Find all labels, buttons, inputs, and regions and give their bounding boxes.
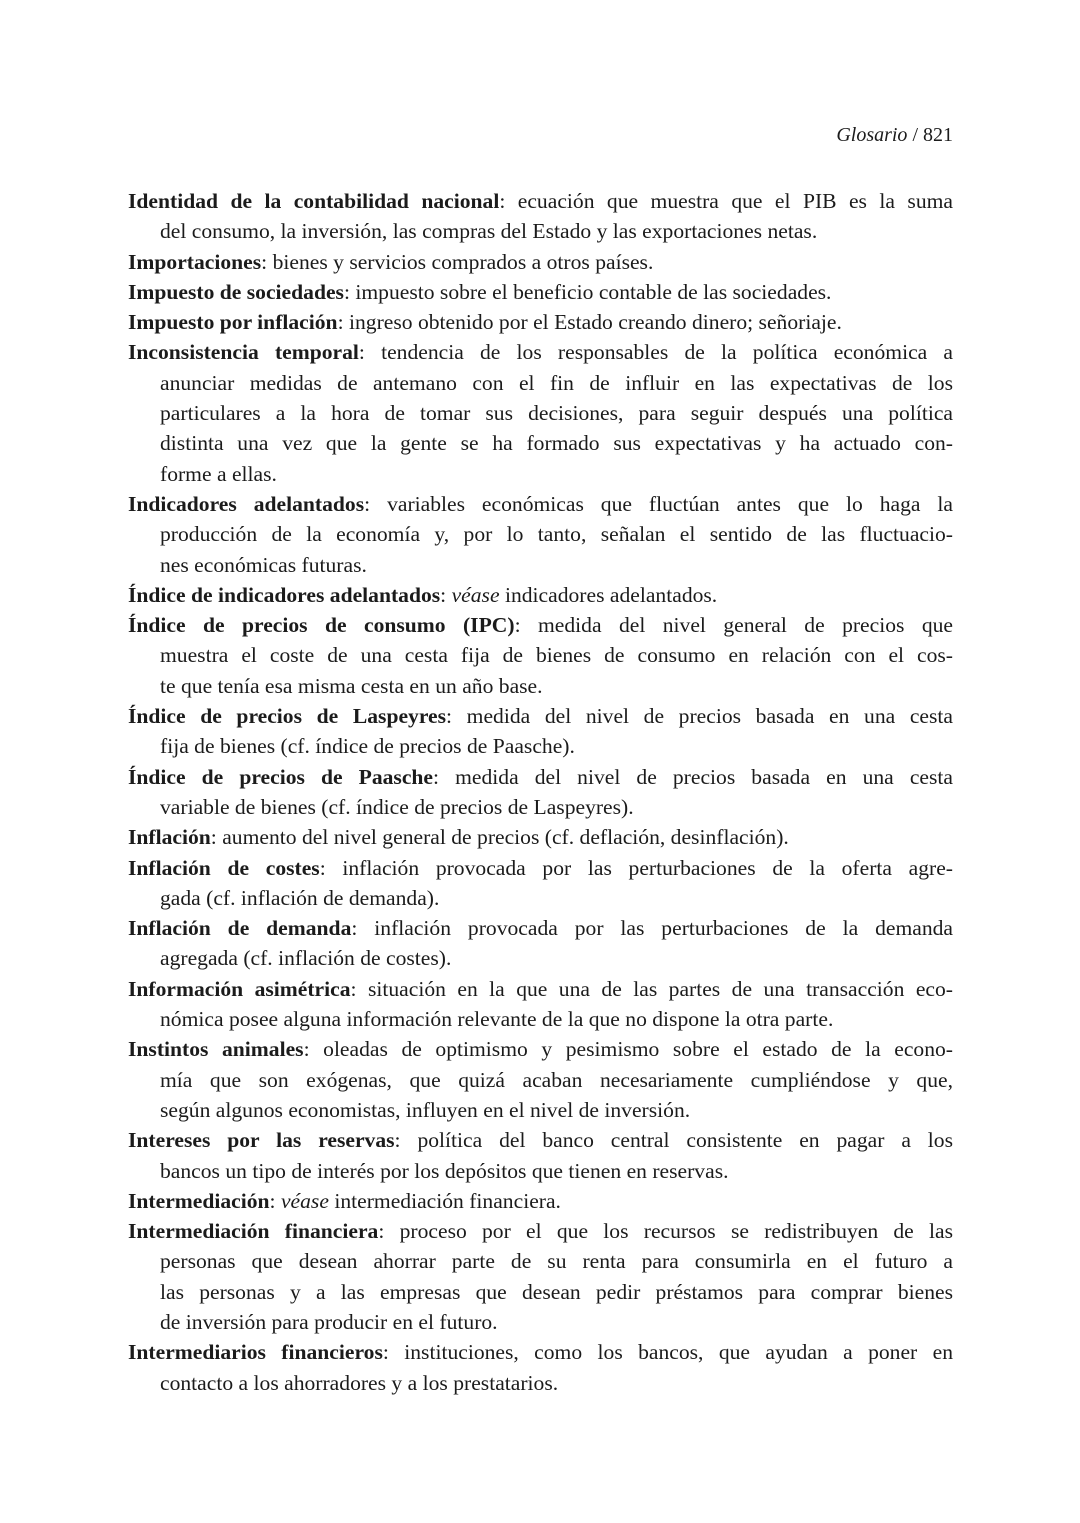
entry-first-line: Intermediarios financieros: instituciones, como los bancos, que ayudan a poner en <box>128 1340 953 1365</box>
glossary-term: Inflación de costes <box>128 855 320 880</box>
definition-text: variables económicas que fluctúan antes que lo haga la <box>387 491 953 516</box>
entry-continuation-line <box>128 1277 953 1307</box>
entry-first-line: Índice de indicadores adelantados: véase indicadores adelantados. <box>128 582 718 607</box>
glossary-entry <box>128 974 953 1035</box>
glossary-entry <box>128 1186 953 1216</box>
glossary-entry <box>128 913 953 974</box>
entry-continuation-line <box>128 216 953 246</box>
entry-first-line: Importaciones: bienes y servicios comprados a otros países. <box>128 249 654 274</box>
definition-text: particulares a la hora de tomar sus decisiones, para seguir después una política <box>160 401 953 426</box>
definition-text: ingreso obtenido por el Estado creando dinero; señoriaje. <box>348 310 842 335</box>
definition-text: aumento del nivel general de precios (cf. deflación, desinflación). <box>222 825 789 850</box>
definition-text: intermediación financiera. <box>334 1188 561 1213</box>
glossary-term: Inconsistencia temporal <box>128 340 359 365</box>
definition-text: forme a ellas. <box>160 461 277 486</box>
glossary-entry <box>128 489 953 580</box>
definition-text: oleadas de optimismo y pesimismo sobre el estado de la econo- <box>323 1037 953 1062</box>
definition-text: bancos un tipo de interés por los depósitos que tienen en reservas. <box>160 1158 729 1183</box>
definition-text: medida del nivel general de precios que <box>537 613 954 638</box>
glossary-term: Instintos animales <box>128 1037 304 1062</box>
entry-first-line: Inflación de demanda: inflación provocada por las perturbaciones de la demanda <box>128 916 954 941</box>
glossary-entry <box>128 247 953 277</box>
entry-continuation-line <box>128 1307 953 1337</box>
definition-text: mía que son exógenas, que quizá acaban necesariamente cumpliéndose y que, <box>160 1067 953 1092</box>
definition-text: nómica posee alguna información relevante de la que no dispone la otra parte. <box>160 1007 834 1032</box>
entry-first-line: Impuesto por inflación: ingreso obtenido por el Estado creando dinero; señoriaje. <box>128 310 842 335</box>
entry-first-line: Intereses por las reservas: política del banco central consistente en pagar a los <box>128 1128 953 1153</box>
definition-text: tendencia de los responsables de la política económica a <box>381 340 954 365</box>
glossary-entry <box>128 853 953 914</box>
see-reference: véase <box>280 1188 329 1213</box>
glossary-entry <box>128 701 953 762</box>
definition-text: anunciar medidas de antemano con el fin de influir en las expectativas de los <box>160 370 953 395</box>
definition-text: producción de la economía y, por lo tanto, señalan el sentido de las fluctuacio- <box>160 522 953 547</box>
glossary-entry <box>128 1337 953 1398</box>
entry-continuation-line <box>128 519 953 549</box>
entry-continuation-line <box>128 671 953 701</box>
definition-text: política del banco central consistente en pagar a los <box>417 1128 953 1153</box>
definition-text: contacto a los ahorradores y a los prestatarios. <box>160 1370 559 1395</box>
definition-text: las personas y a las empresas que desean pedir préstamos para comprar bienes <box>160 1279 953 1304</box>
glossary-term: Identidad de la contabilidad nacional <box>128 189 500 213</box>
section-title: Glosario <box>836 124 908 146</box>
glossary-entry <box>128 337 953 488</box>
entry-first-line: Índice de precios de Laspeyres: medida del nivel de precios basada en una cesta <box>128 704 953 729</box>
entry-first-line: Impuesto de sociedades: impuesto sobre el beneficio contable de las sociedades. <box>128 279 832 304</box>
entry-first-line: Identidad de la contabilidad nacional: ecuación que muestra que el PIB es la suma <box>128 189 953 213</box>
definition-text: personas que desean ahorrar parte de su renta para consumirla en el futuro a <box>160 1249 953 1274</box>
glossary-term: Impuesto de sociedades <box>128 279 344 304</box>
entry-first-line: Índice de precios de Paasche: medida del nivel de precios basada en una cesta <box>128 764 953 789</box>
definition-text: según algunos economistas, influyen en el nivel de inversión. <box>160 1097 691 1122</box>
entry-first-line: Intermediación: véase intermediación financiera. <box>128 1188 561 1213</box>
definition-text: muestra el coste de una cesta fija de bienes de consumo en relación con el cos- <box>160 643 953 668</box>
definition-text: gada (cf. inflación de demanda). <box>160 885 440 910</box>
definition-text: fija de bienes (cf. índice de precios de Paasche). <box>160 734 575 759</box>
glossary-term: Índice de precios de consumo (IPC) <box>128 613 515 638</box>
glossary-term: Impuesto por inflación <box>128 310 338 335</box>
entry-continuation-line <box>128 398 953 428</box>
definition-text: del consumo, la inversión, las compras del Estado y las exportaciones netas. <box>160 219 818 244</box>
definition-text: variable de bienes (cf. índice de precios de Laspeyres). <box>160 794 634 819</box>
entry-first-line: Índice de precios de consumo (IPC): medida del nivel general de precios que <box>128 613 954 638</box>
entry-first-line: Información asimétrica: situación en la que una de las partes de una transacción eco- <box>128 976 953 1001</box>
entry-continuation-line <box>128 368 953 398</box>
see-reference: véase <box>451 582 500 607</box>
entry-first-line: Inconsistencia temporal: tendencia de los responsables de la política económica a <box>128 340 954 365</box>
glossary-entry <box>128 610 953 701</box>
glossary-term: Inflación <box>128 825 211 850</box>
glossary-term: Información asimétrica <box>128 976 351 1001</box>
glossary-entry <box>128 762 953 823</box>
glossary-entry <box>128 277 953 307</box>
glossary-term: Intereses por las reservas <box>128 1128 395 1153</box>
glossary-term: Índice de precios de Paasche <box>128 764 434 789</box>
entry-continuation-line <box>128 943 953 973</box>
glossary-entry <box>128 822 953 852</box>
entry-first-line: Inflación de costes: inflación provocada por las perturbaciones de la oferta agre- <box>128 855 953 880</box>
definition-text: impuesto sobre el beneficio contable de las sociedades. <box>355 279 832 304</box>
definition-text: de inversión para producir en el futuro. <box>160 1309 498 1334</box>
definition-text: nes económicas futuras. <box>160 552 367 577</box>
entry-continuation-line <box>128 1156 953 1186</box>
entry-continuation-line <box>128 792 953 822</box>
glossary-entry <box>128 1125 953 1186</box>
glossary-term: Intermediación financiera <box>128 1219 379 1244</box>
entry-continuation-line <box>128 1246 953 1276</box>
glossary-term: Índice de precios de Laspeyres <box>128 704 447 729</box>
entry-first-line: Indicadores adelantados: variables económicas que fluctúan antes que lo haga la <box>128 491 953 516</box>
glossary-term: Intermediarios financieros <box>128 1340 383 1365</box>
entry-first-line: Inflación: aumento del nivel general de precios (cf. deflación, desinflación). <box>128 825 789 850</box>
definition-text: proceso por el que los recursos se redistribuyen de las <box>399 1219 953 1244</box>
glossary-entry <box>128 186 953 247</box>
definition-text: medida del nivel de precios basada en una cesta <box>455 764 953 789</box>
glossary-term: Índice de indicadores adelantados <box>128 582 441 607</box>
glossary-term: Indicadores adelantados <box>128 491 365 516</box>
entry-continuation-line <box>128 550 953 580</box>
glossary-term: Inflación de demanda <box>128 916 352 941</box>
entry-continuation-line <box>128 883 953 913</box>
entry-continuation-line <box>128 428 953 458</box>
definition-text: bienes y servicios comprados a otros países. <box>272 249 654 274</box>
definition-text: ecuación que muestra que el PIB es la suma <box>517 189 953 213</box>
glossary-term: Importaciones <box>128 249 262 274</box>
entry-continuation-line <box>128 1004 953 1034</box>
definition-text: te que tenía esa misma cesta en un año base. <box>160 673 543 698</box>
entry-continuation-line <box>128 459 953 489</box>
glossary-entry <box>128 580 953 610</box>
header-separator: / <box>907 124 923 146</box>
entry-first-line: Intermediación financiera: proceso por el que los recursos se redistribuyen de las <box>128 1219 953 1244</box>
running-header <box>836 124 953 147</box>
entry-continuation-line <box>128 1065 953 1095</box>
definition-text: distinta una vez que la gente se ha formado sus expectativas y ha actuado con- <box>160 431 953 456</box>
glossary-term: Intermediación <box>128 1188 270 1213</box>
entry-continuation-line <box>128 640 953 670</box>
glossary-entries <box>128 186 953 1398</box>
entry-first-line: Instintos animales: oleadas de optimismo y pesimismo sobre el estado de la econo- <box>128 1037 953 1062</box>
entry-continuation-line <box>128 1368 953 1398</box>
definition-text: instituciones, como los bancos, que ayudan a poner en <box>404 1340 953 1365</box>
glossary-entry <box>128 307 953 337</box>
definition-text: indicadores adelantados. <box>504 582 718 607</box>
definition-text: medida del nivel de precios basada en una cesta <box>466 704 953 729</box>
glossary-entry <box>128 1034 953 1125</box>
entry-continuation-line <box>128 731 953 761</box>
entry-continuation-line <box>128 1095 953 1125</box>
glossary-entry <box>128 1216 953 1337</box>
definition-text: agregada (cf. inflación de costes). <box>160 946 452 971</box>
definition-text: situación en la que una de las partes de una transacción eco- <box>367 976 953 1001</box>
definition-text: inflación provocada por las perturbaciones de la oferta agre- <box>342 855 953 880</box>
definition-text: inflación provocada por las perturbaciones de la demanda <box>374 916 954 941</box>
page-number: 821 <box>923 124 953 146</box>
